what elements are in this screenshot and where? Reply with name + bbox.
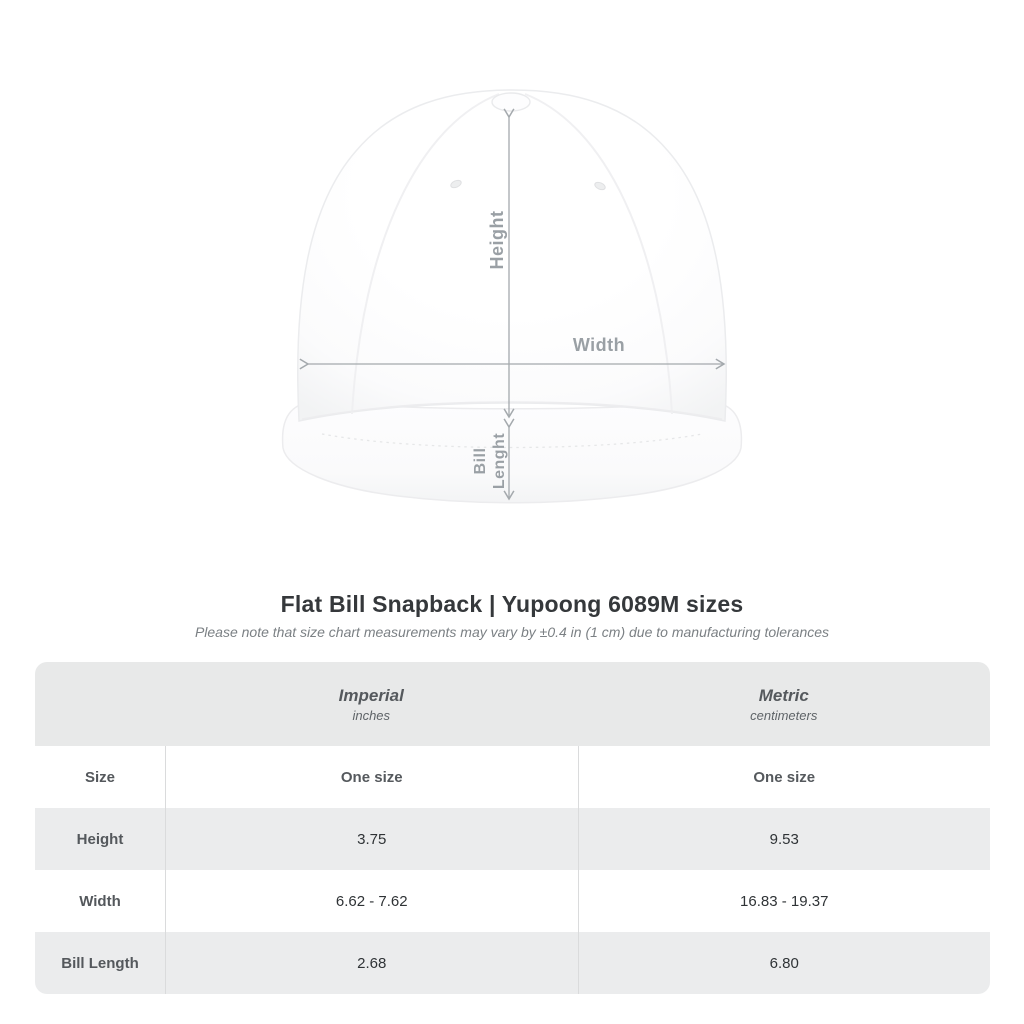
metric-column-sublabel: centimeters [750,707,818,723]
hat-crown [298,90,727,421]
bill-length-dimension-label-line2: Lenght [491,432,509,490]
hat-top-button [492,93,530,111]
row-label: Size [84,768,115,786]
size-table [35,662,990,994]
imperial-value: One size [165,746,578,808]
row-label: Width [79,892,121,910]
metric-value: One size [578,746,991,808]
page-title: Flat Bill Snapback | Yupoong 6089M sizes [280,591,744,617]
header-cell-empty [35,662,165,746]
hat-bill [283,401,742,502]
header-cell-imperial [165,662,578,746]
size-table-header [35,662,990,746]
width-dimension-label: Width [572,335,626,355]
row-label: Bill Length [61,954,139,972]
metric-value: 16.83 - 19.37 [578,870,991,932]
table-row-width [35,870,990,932]
page-subtitle: Please note that size chart measurements may vary by ±0.4 in (1 cm) due to manufacturing tolerances [194,624,830,640]
imperial-value: 3.75 [165,808,578,870]
header-cell-metric [578,662,991,746]
metric-value: 9.53 [578,808,991,870]
metric-value: 6.80 [578,932,991,994]
imperial-column-sublabel: inches [352,707,391,723]
bill-length-dimension-label-line1: Bill [472,447,490,475]
imperial-column-label: Imperial [338,685,404,705]
height-dimension-label: Height [486,210,507,270]
imperial-value: 6.62 - 7.62 [165,870,578,932]
row-label: Height [76,830,124,848]
table-row-height [35,808,990,870]
table-row-size [35,746,990,808]
table-row-bill-length [35,932,990,994]
imperial-value: 2.68 [165,932,578,994]
metric-column-label: Metric [758,685,809,705]
